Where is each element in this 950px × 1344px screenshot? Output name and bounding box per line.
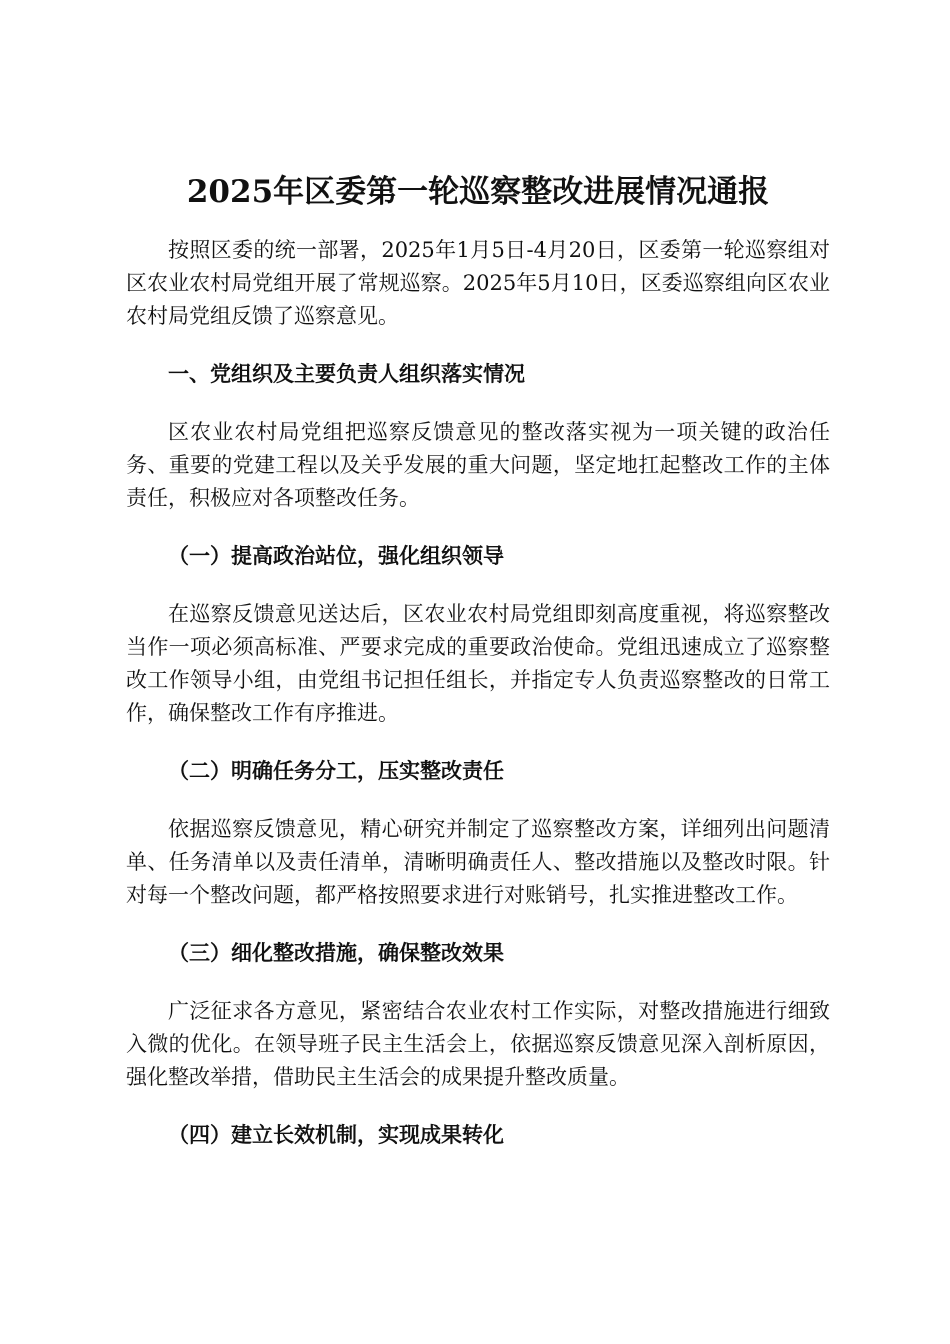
document-page [126, 168, 830, 1177]
subsection-1-paragraph: 在巡察反馈意见送达后，区农业农村局党组即刻高度重视，将巡察整改当作一项必须高标准、严要求完成的重要政治使命。党组迅速成立了巡察整改工作领导小组，由党组书记担任组长，并指定专人负责巡察整改的日常工作，确保整改工作有序推进。 [126, 602, 830, 725]
subsection-3-paragraph: 广泛征求各方意见，紧密结合农业农村工作实际，对整改措施进行细致入微的优化。在领导班子民主生活会上，依据巡察反馈意见深入剖析原因，强化整改举措，借助民主生活会的成果提升整改质量。 [126, 999, 830, 1089]
subsection-heading-2: （二）明确任务分工，压实整改责任 [168, 759, 504, 783]
subsection-heading-1: （一）提高政治站位，强化组织领导 [168, 544, 504, 568]
section-heading-1: 一、党组织及主要负责人组织落实情况 [168, 362, 525, 386]
subsection-2-paragraph: 依据巡察反馈意见，精心研究并制定了巡察整改方案，详细列出问题清单、任务清单以及责任清单，清晰明确责任人、整改措施以及整改时限。针对每一个整改问题，都严格按照要求进行对账销号，扎实推进整改工作。 [126, 817, 830, 907]
intro-paragraph: 按照区委的统一部署，2025年1月5日-4月20日，区委第一轮巡察组对区农业农村局党组开展了常规巡察。2025年5月10日，区委巡察组向区农业农村局党组反馈了巡察意见。 [126, 238, 830, 328]
subsection-heading-3: （三）细化整改措施，确保整改效果 [168, 941, 504, 965]
subsection-heading-4: （四）建立长效机制，实现成果转化 [168, 1123, 504, 1147]
document-title: 2025年区委第一轮巡察整改进展情况通报 [186, 174, 770, 210]
section-1-paragraph: 区农业农村局党组把巡察反馈意见的整改落实视为一项关键的政治任务、重要的党建工程以及关乎发展的重大问题，坚定地扛起整改工作的主体责任，积极应对各项整改任务。 [126, 420, 830, 510]
